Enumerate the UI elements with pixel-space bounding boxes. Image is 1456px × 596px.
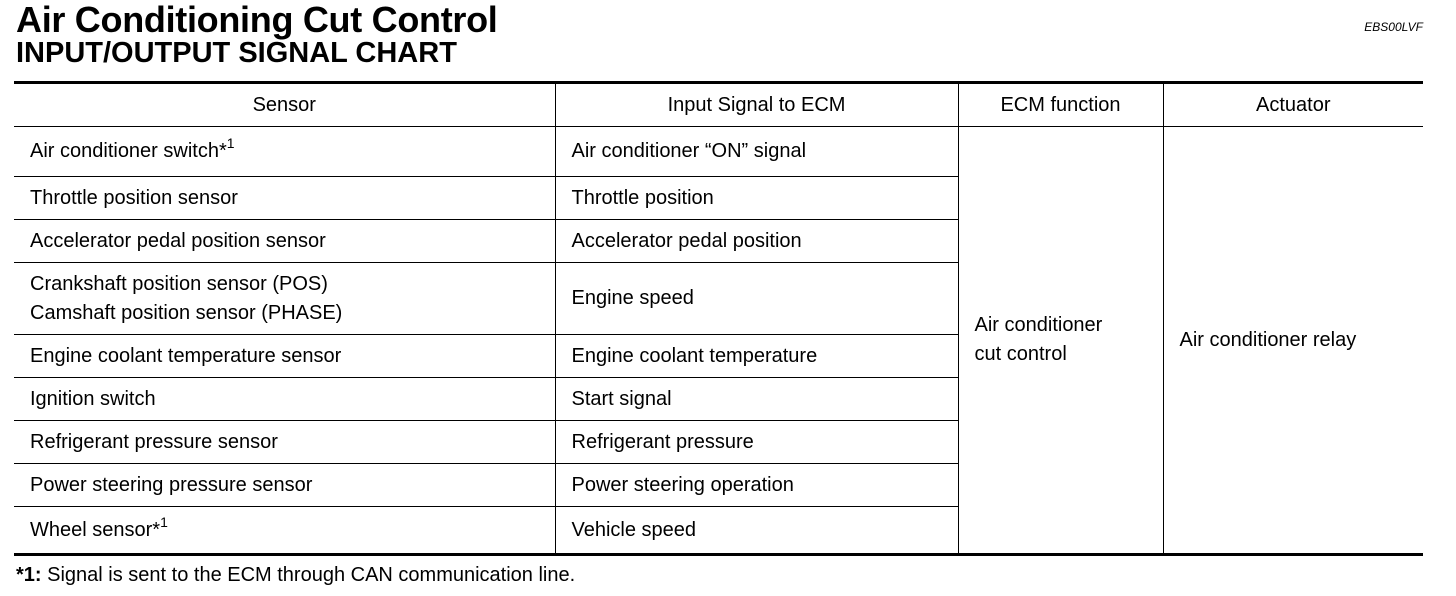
signal-cell: Engine speed: [555, 263, 958, 335]
sensor-text: Crankshaft position sensor (POS): [30, 272, 328, 295]
sensor-cell: Engine coolant temperature sensor: [14, 335, 555, 378]
sensor-cell: Ignition switch: [14, 378, 555, 421]
signal-cell: Throttle position: [555, 177, 958, 220]
sensor-text: Wheel sensor*: [30, 518, 161, 541]
sensor-cell: Accelerator pedal position sensor: [14, 220, 555, 263]
document-code: EBS00LVF: [1364, 20, 1423, 34]
header-ecm-function: ECM function: [958, 83, 1163, 127]
ecm-function-line: cut control: [974, 343, 1067, 365]
ecm-function-line: Air conditioner: [974, 314, 1103, 336]
sensor-cell: [14, 507, 555, 555]
signal-cell: Power steering operation: [555, 464, 958, 507]
signal-cell: Engine coolant temperature: [555, 335, 958, 378]
signal-cell: Refrigerant pressure: [555, 421, 958, 464]
chart-subtitle: INPUT/OUTPUT SIGNAL CHART: [16, 37, 457, 69]
sensor-cell: Throttle position sensor: [14, 177, 555, 220]
signal-chart-table: [14, 81, 1423, 556]
footnote-marker: *1:: [16, 564, 42, 586]
sensor-cell: Power steering pressure sensor: [14, 464, 555, 507]
ecm-function-cell: [958, 127, 1163, 555]
header-input-signal: Input Signal to ECM: [555, 83, 958, 127]
footnote: [16, 561, 575, 589]
signal-cell: Start signal: [555, 378, 958, 421]
signal-cell: Vehicle speed: [555, 507, 958, 555]
table-row: [14, 127, 1423, 177]
sensor-cell: Refrigerant pressure sensor: [14, 421, 555, 464]
footnote-superscript: 1: [226, 135, 235, 151]
sensor-cell: [14, 127, 555, 177]
sensor-text: Camshaft position sensor (PHASE): [30, 301, 343, 324]
sensor-text: Air conditioner switch*: [30, 140, 227, 162]
signal-cell: Accelerator pedal position: [555, 220, 958, 263]
signal-cell: Air conditioner “ON” signal: [555, 127, 958, 177]
page-title: Air Conditioning Cut Control: [16, 0, 498, 40]
actuator-cell: Air conditioner relay: [1163, 127, 1423, 555]
header-actuator: Actuator: [1163, 83, 1423, 127]
footnote-superscript: 1: [160, 513, 168, 530]
footnote-text: Signal is sent to the ECM through CAN communication line.: [41, 564, 576, 586]
header-sensor: Sensor: [14, 83, 555, 127]
sensor-cell: [14, 263, 555, 335]
table-header-row: [14, 83, 1423, 127]
